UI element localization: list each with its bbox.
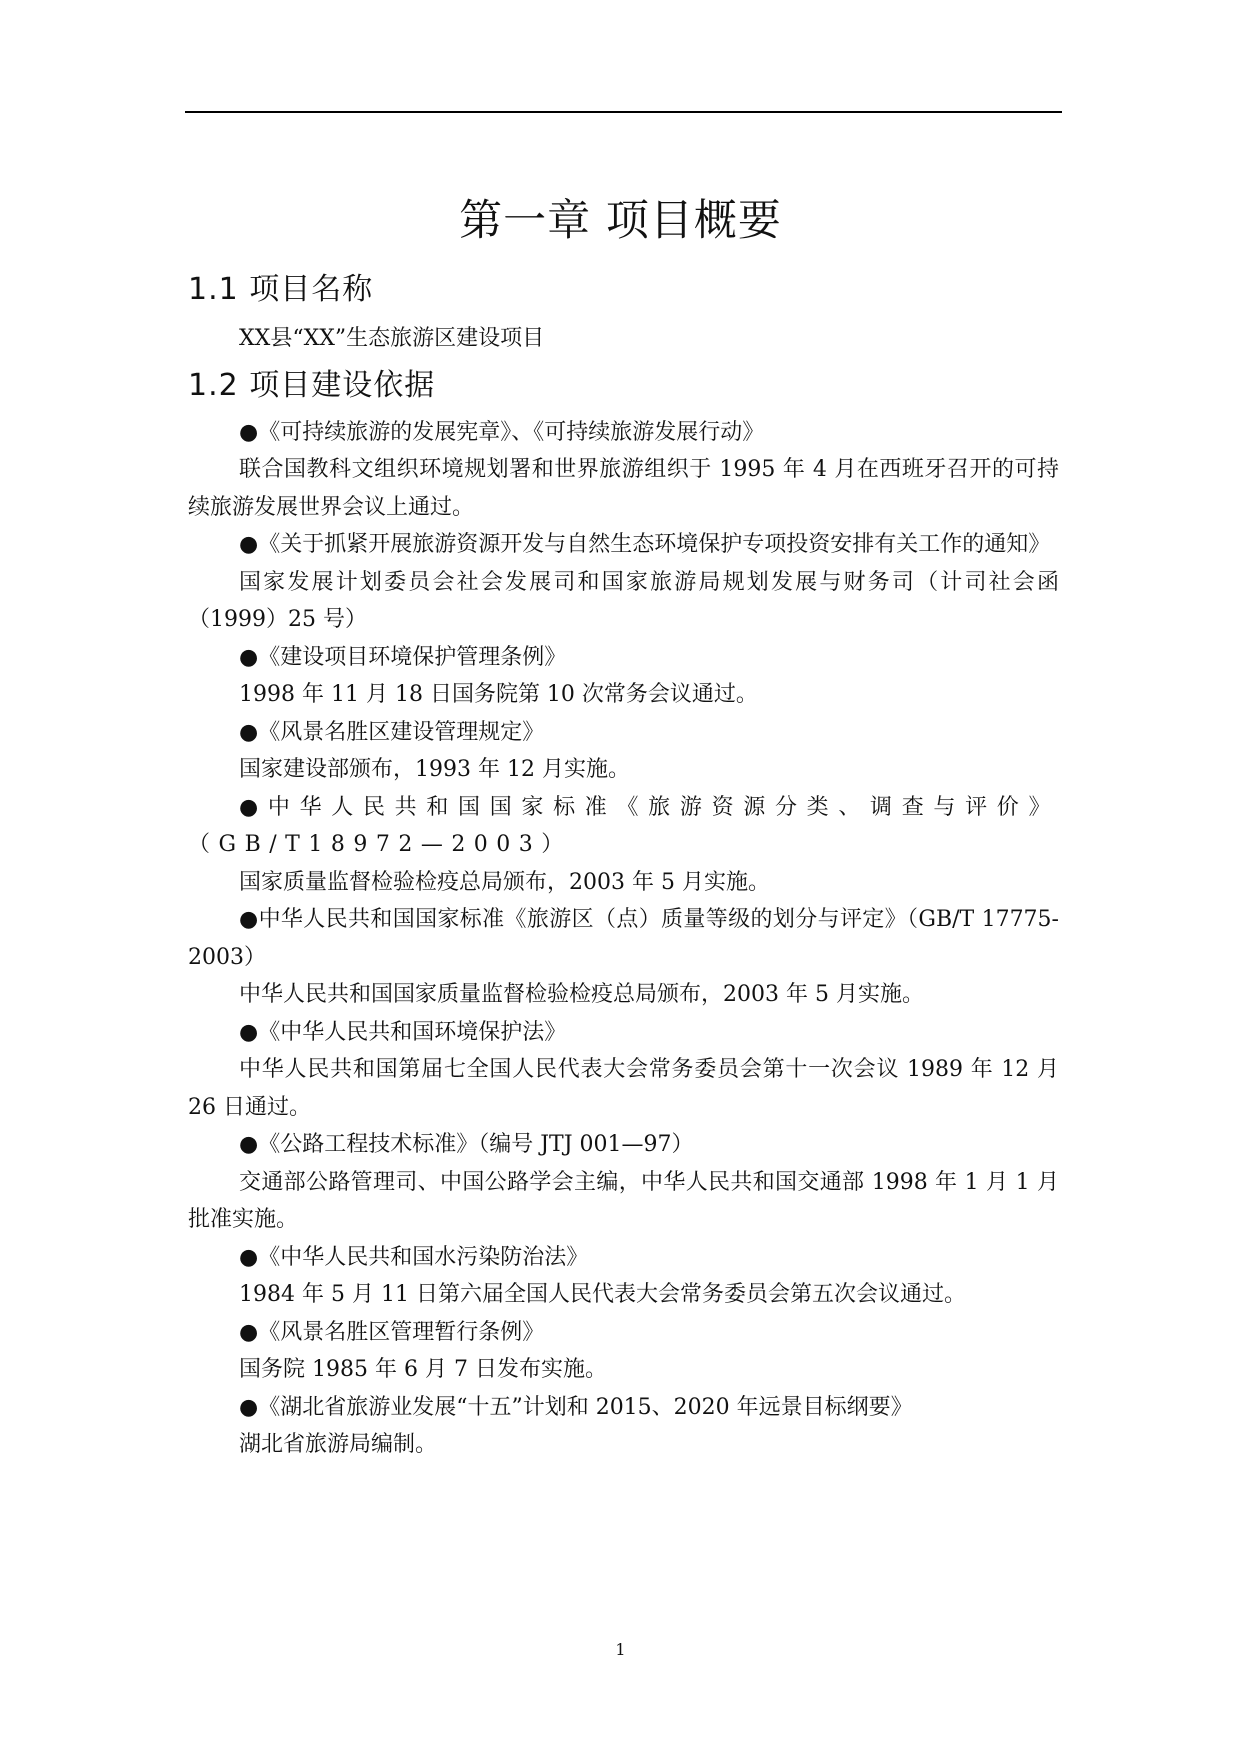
page-number: 1 <box>615 1640 626 1659</box>
item-title-text: 《风景名胜区建设管理规定》 <box>258 719 545 745</box>
bullet-icon: ● <box>239 907 259 932</box>
list-item-desc: 国务院 1985 年 6 月 7 日发布实施。 <box>239 1357 607 1382</box>
item-title-text: 中华人民共和国国家标准《旅游区（点）质量等级的划分与评定》（GB/T 17775-2003） <box>188 907 1059 970</box>
item-title-text: 《公路工程技术标准》（编号 JTJ 001—97） <box>258 1132 694 1157</box>
bullet-icon: ● <box>239 644 259 670</box>
list-item-title <box>188 714 1059 752</box>
bullet-icon: ● <box>239 1394 259 1420</box>
list-item-desc: 国家质量监督检验检疫总局颁布，2003 年 5 月实施。 <box>239 869 770 895</box>
basis-list <box>188 414 1059 1464</box>
list-item-title <box>188 639 1059 677</box>
bullet-icon: ● <box>239 1319 259 1345</box>
list-item-desc: 中华人民共和国第届七全国人民代表大会常务委员会第十一次会议 1989 年 12 月 26 日通过。 <box>188 1057 1059 1120</box>
chapter-title: 第一章 项目概要 <box>459 196 782 246</box>
bullet-icon: ● <box>239 719 259 745</box>
list-item-desc: 交通部公路管理司、中国公路学会主编，中华人民共和国交通部 1998 年 1 月 1 月批准实施。 <box>188 1169 1059 1232</box>
list-item-desc: 国家建设部颁布，1993 年 12 月实施。 <box>239 757 630 782</box>
list-item-title <box>188 414 1059 452</box>
item-title-text: 《关于抓紧开展旅游资源开发与自然生态环境保护专项投资安排有关工作的通知》 <box>258 532 1051 557</box>
bullet-icon: ● <box>239 1244 259 1270</box>
document-body <box>188 262 1059 1464</box>
list-item-title <box>188 901 1059 976</box>
item-title-text: 《湖北省旅游业发展“十五”计划和 2015、2020 年远景目标纲要》 <box>258 1394 913 1420</box>
list-item-desc: 1984 年 5 月 11 日第六届全国人民代表大会常务委员会第五次会议通过。 <box>239 1282 966 1307</box>
list-item-title <box>188 1389 1059 1427</box>
header-rule <box>185 111 1062 113</box>
item-title-text: 《风景名胜区管理暂行条例》 <box>258 1319 545 1345</box>
item-title-text: 《建设项目环境保护管理条例》 <box>258 644 567 670</box>
list-item-desc: 国家发展计划委员会社会发展司和国家旅游局规划发展与财务司（计司社会函（1999）25 号） <box>188 569 1059 632</box>
section-heading: 1.2 项目建设依据 <box>188 367 436 403</box>
item-title-text: 《中华人民共和国水污染防治法》 <box>258 1244 589 1270</box>
bullet-icon: ● <box>239 532 259 557</box>
bullet-icon: ● <box>239 419 259 445</box>
list-item-title <box>188 1014 1059 1052</box>
list-item-desc: 中华人民共和国国家质量监督检验检疫总局颁布，2003 年 5 月实施。 <box>239 982 924 1007</box>
list-item-desc: 1998 年 11 月 18 日国务院第 10 次常务会议通过。 <box>239 682 758 707</box>
list-item-title <box>188 1126 1059 1164</box>
list-item-title <box>188 1314 1059 1352</box>
item-title-text: 《可持续旅游的发展宪章》、《可持续旅游发展行动》 <box>258 419 765 445</box>
bullet-icon: ● <box>239 1019 259 1045</box>
list-item-desc: 湖北省旅游局编制。 <box>239 1432 438 1457</box>
list-item-desc: 联合国教科文组织环境规划署和世界旅游组织于 1995 年 4 月在西班牙召开的可持续旅游发展世界会议上通过。 <box>188 457 1059 520</box>
section-heading: 1.1 项目名称 <box>188 272 374 307</box>
bullet-icon: ● <box>239 1132 259 1157</box>
list-item-title <box>188 789 1059 864</box>
bullet-icon: ● <box>239 794 268 820</box>
list-item-title <box>188 526 1059 564</box>
item-title-text: 中华人民共和国国家标准《旅游资源分类、调查与评价》（GB/T18972—2003） <box>188 794 1059 857</box>
list-item-title <box>188 1239 1059 1277</box>
paragraph: XX县“XX”生态旅游区建设项目 <box>239 326 545 351</box>
item-title-text: 《中华人民共和国环境保护法》 <box>258 1019 567 1045</box>
